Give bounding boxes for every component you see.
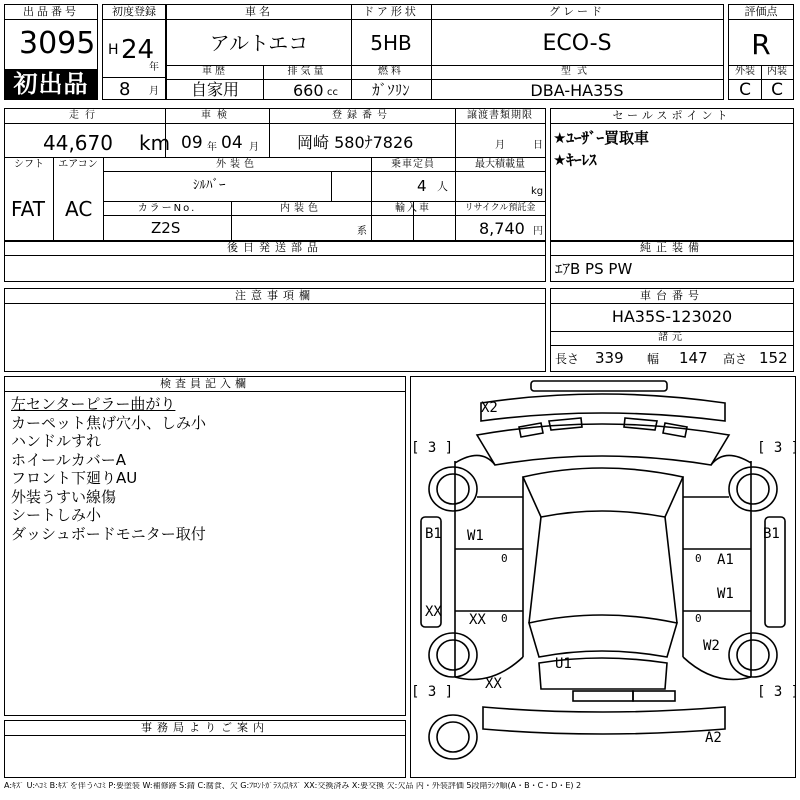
recycle-unit: 円 bbox=[533, 226, 543, 237]
transfer-month-unit: 月 bbox=[495, 140, 505, 151]
rating-zero: 0 bbox=[501, 612, 508, 625]
score-label: 評価点 bbox=[729, 5, 793, 20]
chassis-label: 車台番号 bbox=[551, 289, 793, 304]
inspector-notes-box bbox=[4, 376, 406, 716]
first-reg-label: 初度登録 bbox=[103, 5, 165, 20]
shift-label: シフト bbox=[14, 159, 44, 170]
inspector-note: カーペット焦げ穴小、しみ小 bbox=[11, 413, 207, 432]
inspector-note: ハンドルすれ bbox=[11, 432, 102, 450]
inspector-note: フロント下廻りAU bbox=[11, 469, 138, 487]
capacity-label: 乗車定員 bbox=[391, 159, 435, 170]
exterior-grade: C bbox=[739, 80, 751, 100]
inspector-note: 外装うすい線傷 bbox=[11, 487, 117, 506]
office-label: 事務局よりご案内 bbox=[5, 721, 405, 736]
genuine-equipment-box bbox=[550, 240, 794, 282]
width: 147 bbox=[679, 349, 708, 367]
color-number: Z2S bbox=[151, 219, 181, 237]
lot-number-box bbox=[4, 4, 98, 100]
damage-w1-left: W1 bbox=[467, 528, 484, 544]
inspector-label: 検査員記入欄 bbox=[5, 377, 405, 392]
tire-tread-front-right: [ 3 ] bbox=[757, 440, 800, 456]
mileage-label: 走行 bbox=[69, 110, 101, 121]
grade: ECO-S bbox=[542, 31, 612, 56]
grade-label: グレード bbox=[431, 5, 723, 20]
damage-u1: U1 bbox=[555, 656, 572, 672]
inspector-note: シートしみ小 bbox=[11, 506, 102, 524]
damage-b1-right: B1 bbox=[763, 526, 780, 542]
height-label: 高さ bbox=[723, 352, 748, 366]
chassis-box bbox=[550, 288, 794, 372]
air-conditioner: AC bbox=[65, 197, 93, 221]
interior-grade: C bbox=[771, 80, 783, 100]
import-label: 輸入車 bbox=[395, 203, 431, 214]
registration-label: 登録番号 bbox=[332, 110, 392, 121]
damage-xx-door: XX bbox=[469, 612, 486, 628]
ext-color: ｼﾙﾊﾞｰ bbox=[193, 178, 226, 193]
caution-label: 注意事項欄 bbox=[5, 289, 545, 304]
damage-xx-left: XX bbox=[425, 604, 442, 620]
damage-b1-left: B1 bbox=[425, 526, 442, 542]
damage-w1-right: W1 bbox=[717, 586, 734, 602]
damage-x2: X2 bbox=[481, 400, 498, 416]
car-name-label: 車名 bbox=[167, 5, 351, 20]
sales-points-box bbox=[550, 108, 794, 242]
damage-a2: A2 bbox=[705, 730, 722, 746]
car-name: アルトエコ bbox=[209, 31, 309, 55]
ac-label: エアコン bbox=[58, 159, 98, 170]
recycle-label: リサイクル預託金 bbox=[464, 203, 536, 213]
width-label: 幅 bbox=[647, 352, 660, 366]
capacity-unit: 人 bbox=[437, 180, 448, 193]
sales-point-item: ★ｷｰﾚｽ bbox=[553, 151, 597, 169]
first-registration-box bbox=[102, 4, 166, 100]
height: 152 bbox=[759, 349, 788, 367]
inspection-label: 車検 bbox=[201, 110, 233, 121]
door-label: ドア形状 bbox=[351, 5, 431, 20]
door-type: 5HB bbox=[370, 31, 412, 55]
inspection-year-unit: 年 bbox=[207, 142, 217, 153]
chassis-number: HA35S-123020 bbox=[611, 307, 733, 326]
int-color-unit: 系 bbox=[357, 226, 367, 237]
shift: FAT bbox=[11, 197, 46, 221]
genuine-equipment: ｴｱB PS PW bbox=[555, 260, 633, 278]
tire-tread-rear-right: [ 3 ] bbox=[757, 684, 800, 700]
rating-zero: 0 bbox=[695, 612, 702, 625]
office-info-box bbox=[4, 720, 406, 778]
inspector-note: ダッシュボードモニター取付 bbox=[11, 524, 206, 543]
lot-number: 3095 bbox=[19, 26, 96, 61]
load-label: 最大積載量 bbox=[475, 159, 525, 170]
history: 自家用 bbox=[190, 80, 239, 99]
model-label: 型式 bbox=[561, 66, 593, 77]
transfer-day-unit: 日 bbox=[533, 140, 543, 151]
exterior-label: 外装 bbox=[735, 66, 755, 77]
caution-box bbox=[4, 288, 546, 372]
load-unit: kg bbox=[531, 186, 544, 197]
later-parts-label: 後日発送部品 bbox=[5, 241, 545, 256]
tire-tread-rear-left: [ 3 ] bbox=[411, 684, 454, 700]
year: 24 bbox=[121, 35, 155, 65]
history-label: 車歴 bbox=[202, 66, 228, 77]
fuel: ｶﾞｿﾘﾝ bbox=[372, 81, 410, 99]
inspection-year: 09 bbox=[181, 133, 203, 153]
rating-zero: 0 bbox=[501, 552, 508, 565]
car-outline-drawing bbox=[411, 377, 795, 777]
ext-color-label: 外装色 bbox=[216, 159, 258, 170]
transfer-label: 譲渡書類期限 bbox=[467, 110, 533, 121]
displacement: 660 bbox=[293, 81, 324, 100]
dims-label: 諸元 bbox=[658, 332, 686, 343]
damage-w2: W2 bbox=[703, 638, 720, 654]
vehicle-info-box bbox=[166, 4, 724, 100]
registration-number: 岡崎 580ﾅ7826 bbox=[297, 133, 414, 152]
model-code: DBA-HA35S bbox=[530, 81, 624, 100]
era: H bbox=[108, 42, 119, 58]
int-color-label: 内装色 bbox=[280, 203, 322, 214]
damage-xx-rear: XX bbox=[485, 676, 502, 692]
length: 339 bbox=[595, 349, 624, 367]
genuine-equipment-label: 純正装備 bbox=[551, 241, 793, 256]
later-parts-box bbox=[4, 240, 546, 282]
inspector-note: 左センターピラー曲がり bbox=[11, 395, 176, 413]
length-label: 長さ bbox=[555, 352, 580, 366]
lot-number-label: 出品番号 bbox=[5, 5, 97, 20]
color-no-label: カラーNo. bbox=[137, 203, 197, 214]
fuel-label: 燃料 bbox=[378, 66, 404, 77]
sales-point-item: ★ﾕｰｻﾞｰ買取車 bbox=[553, 129, 649, 147]
score: R bbox=[751, 28, 771, 61]
month: 8 bbox=[119, 79, 131, 100]
inspection-month: 04 bbox=[221, 133, 243, 153]
rating-zero: 0 bbox=[695, 552, 702, 565]
damage-a1: A1 bbox=[717, 552, 734, 568]
tire-tread-front-left: [ 3 ] bbox=[411, 440, 454, 456]
first-listing-badge: 初出品 bbox=[5, 69, 97, 99]
inspector-note: ホイールカバーA bbox=[11, 450, 126, 469]
inspection-month-unit: 月 bbox=[249, 142, 259, 153]
spec-box bbox=[4, 108, 546, 242]
mileage-unit: km bbox=[139, 131, 171, 155]
year-unit: 年 bbox=[149, 62, 159, 73]
displacement-unit: cc bbox=[327, 87, 338, 98]
capacity: 4 bbox=[417, 177, 427, 195]
displacement-label: 排気量 bbox=[287, 66, 327, 77]
mileage: 44,670 bbox=[43, 131, 113, 155]
interior-label: 内装 bbox=[767, 66, 787, 77]
sales-points-label: セールスポイント bbox=[551, 109, 793, 124]
month-unit: 月 bbox=[149, 86, 159, 97]
car-condition-diagram bbox=[410, 376, 800, 778]
legend: A:ｷｽﾞ U:ﾍｺﾐ B:ｷｽﾞを伴うﾍｺﾐ P:要塗装 W:補修跡 S:錆 C:腐食、欠 G:ﾌﾛﾝﾄｶﾞﾗｽ点ｷｽﾞ XX:交換済み X:要交換 欠:欠品 内・外装評価 5段階ﾗﾝｸ順(A・B・C・D・E) 2 bbox=[4, 782, 582, 790]
recycle-fee: 8,740 bbox=[479, 219, 525, 238]
score-box bbox=[728, 4, 794, 100]
